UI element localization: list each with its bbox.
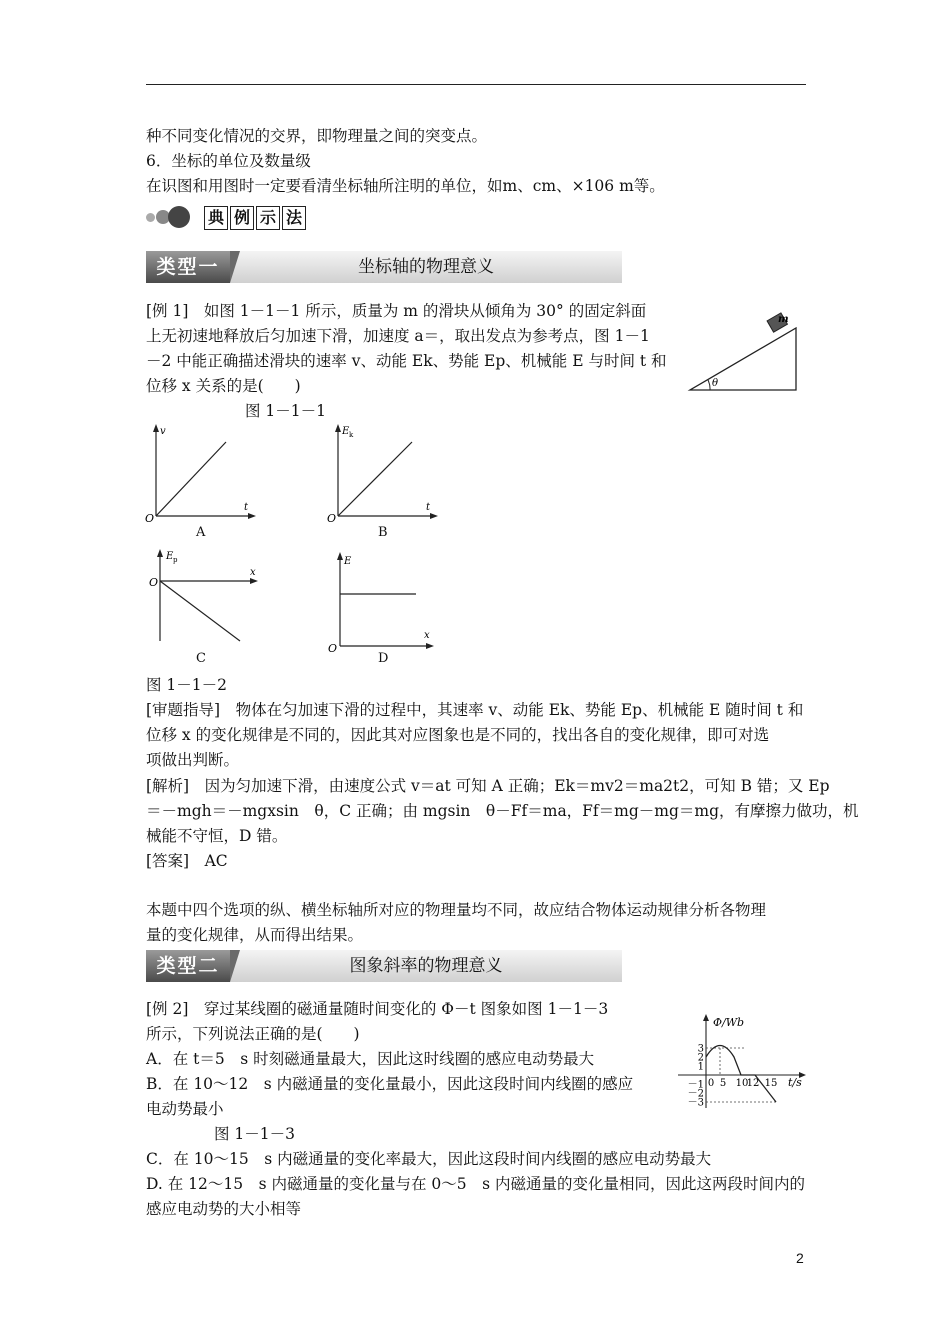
origin-label: O: [327, 512, 337, 525]
section-header-char: 例: [230, 206, 254, 230]
text-line: 位移 x 关系的是( ): [146, 377, 301, 395]
graph-caption: B: [378, 525, 388, 540]
option-a: A．在 t＝5 s 时刻磁通量最大，因此这时线圈的感应电动势最大: [146, 1050, 595, 1068]
graph-line: [160, 581, 240, 641]
y-axis-label: E: [342, 426, 350, 437]
x-tick-label: 0: [707, 1078, 715, 1089]
page-number: 2: [796, 1250, 804, 1266]
y-axis-arrow: [337, 552, 343, 560]
text-line: [例 2] 穿过某线圈的磁通量随时间变化的 Φ－t 图象如图 1－1－3: [146, 1000, 609, 1018]
y-axis-arrow: [335, 424, 341, 432]
x-axis-arrow: [248, 513, 256, 519]
graph-b: [322, 420, 442, 540]
y-tick-label: 1: [697, 1061, 704, 1073]
y-axis-arrow: [703, 1014, 709, 1021]
graph-line: [338, 442, 412, 516]
text-line: [答案] AC: [146, 852, 228, 870]
y-axis-label: E: [166, 551, 174, 562]
y-tick-label: －1: [687, 1079, 704, 1091]
y-axis-title: Φ/Wb: [713, 1016, 745, 1029]
graph-caption: A: [196, 525, 206, 540]
angle-arc: [708, 380, 710, 390]
section-header-char: 示: [256, 206, 280, 230]
mass-label: m: [778, 314, 789, 325]
bullet-dot-large: [168, 206, 190, 228]
incline-triangle: [690, 328, 796, 390]
graph-a: [140, 420, 260, 540]
x-axis-label: x: [250, 567, 256, 578]
y-axis-label: E: [344, 556, 352, 567]
x-tick-label: 10: [735, 1078, 749, 1089]
origin-label: O: [145, 512, 155, 525]
x-tick-label: 12: [746, 1078, 760, 1089]
text-line: 项做出判断。: [146, 751, 240, 769]
incline-figure: [686, 310, 806, 394]
figure-caption: 图 1－1－3: [214, 1125, 296, 1143]
text-line: 本题中四个选项的纵、横坐标轴所对应的物理量均不同，故应结合物体运动规律分析各物理: [146, 901, 767, 919]
text-line: 种不同变化情况的交界，即物理量之间的突变点。: [146, 127, 488, 145]
type-band-title: 坐标轴的物理意义: [358, 257, 494, 277]
x-axis-title: t/s: [788, 1076, 802, 1089]
text-line: 所示，下列说法正确的是( ): [146, 1025, 360, 1043]
section-header-char: 典: [204, 206, 228, 230]
type-band-tag: 类型二: [146, 950, 230, 982]
option-b-cont: 电动势最小: [146, 1100, 224, 1118]
graph-caption: C: [196, 651, 206, 666]
origin-label: O: [149, 576, 159, 589]
option-d-cont: 感应电动势的大小相等: [146, 1200, 302, 1218]
text-line: 6．坐标的单位及数量级: [146, 152, 311, 170]
y-tick-label: －3: [687, 1097, 704, 1109]
flux-time-chart: [676, 1012, 810, 1112]
text-line: 位移 x 的变化规律是不同的，因此其对应图象也是不同的，找出各自的变化规律，即可对选: [146, 726, 770, 744]
text-line: [解析] 因为匀加速下滑，由速度公式 v＝at 可知 A 正确；Ek＝mv2＝ma2t2，可知 B 错；又 Ep: [146, 777, 830, 795]
x-axis-label: t: [426, 502, 431, 513]
graph-c: [140, 545, 270, 650]
y-axis-subscript: p: [173, 556, 178, 564]
option-d: D. 在 12～15 s 内磁通量的变化量与在 0～5 s 内磁通量的变化量相同，因此这两段时间内的: [146, 1175, 806, 1193]
y-axis-subscript: k: [349, 431, 354, 439]
y-tick-label: 3: [697, 1043, 704, 1055]
text-line: 在识图和用图时一定要看清坐标轴所注明的单位，如m、cm、×106 m等。: [146, 177, 665, 195]
type-band-2: [146, 950, 622, 982]
section-header-char: 法: [282, 206, 306, 230]
text-line: [审题指导] 物体在匀加速下滑的过程中，其速率 v、动能 Ek、势能 Ep、机械能 E 随时间 t 和: [146, 701, 804, 719]
text-line: －2 中能正确描述滑块的速率 v、动能 Ek、势能 Ep、机械能 E 与时间 t 和: [146, 352, 667, 370]
graph-line: [156, 442, 226, 516]
x-axis-label: t: [244, 502, 249, 513]
bullet-dot-small: [146, 213, 155, 222]
x-axis-arrow: [430, 513, 438, 519]
type-band-1: [146, 251, 622, 283]
figure-caption: 图 1－1－1: [245, 402, 327, 420]
option-b: B．在 10～12 s 内磁通量的变化量最小，因此这段时间内线圈的感应: [146, 1075, 634, 1093]
x-tick-label: 5: [719, 1078, 727, 1089]
text-line: [例 1] 如图 1－1－1 所示，质量为 m 的滑块从倾角为 30° 的固定斜面: [146, 302, 647, 320]
graph-caption: D: [378, 651, 389, 666]
text-line: ＝－mgh＝－mgxsin θ，C 正确；由 mgsin θ－Ff＝ma，Ff＝mg－mg＝mg，有摩擦力做功，机: [146, 802, 859, 820]
x-tick-label: 15: [764, 1078, 778, 1089]
header-rule: [146, 84, 806, 85]
x-axis-arrow: [250, 578, 258, 584]
y-tick-label: 2: [697, 1052, 704, 1064]
flux-curve: [706, 1046, 776, 1103]
x-axis-arrow: [426, 643, 434, 649]
y-axis-arrow: [153, 424, 159, 432]
text-line: 械能不守恒，D 错。: [146, 827, 288, 845]
origin-label: O: [328, 642, 338, 655]
graph-d: [322, 548, 442, 658]
text-line: 上无初速地释放后匀加速下滑，加速度 a＝，取出发点为参考点，图 1－1: [146, 327, 650, 345]
text-line: 量的变化规律，从而得出结果。: [146, 926, 364, 944]
option-c: C．在 10～15 s 内磁通量的变化率最大，因此这段时间内线圈的感应电动势最大: [146, 1150, 712, 1168]
angle-label: θ: [712, 378, 719, 389]
type-band-tag: 类型一: [146, 251, 230, 283]
y-axis-label: v: [160, 426, 166, 437]
x-axis-label: x: [424, 630, 430, 641]
figure-caption: 图 1－1－2: [146, 676, 228, 694]
type-band-title: 图象斜率的物理意义: [349, 956, 503, 976]
y-axis-arrow: [157, 549, 163, 557]
y-tick-label: －2: [687, 1088, 704, 1100]
